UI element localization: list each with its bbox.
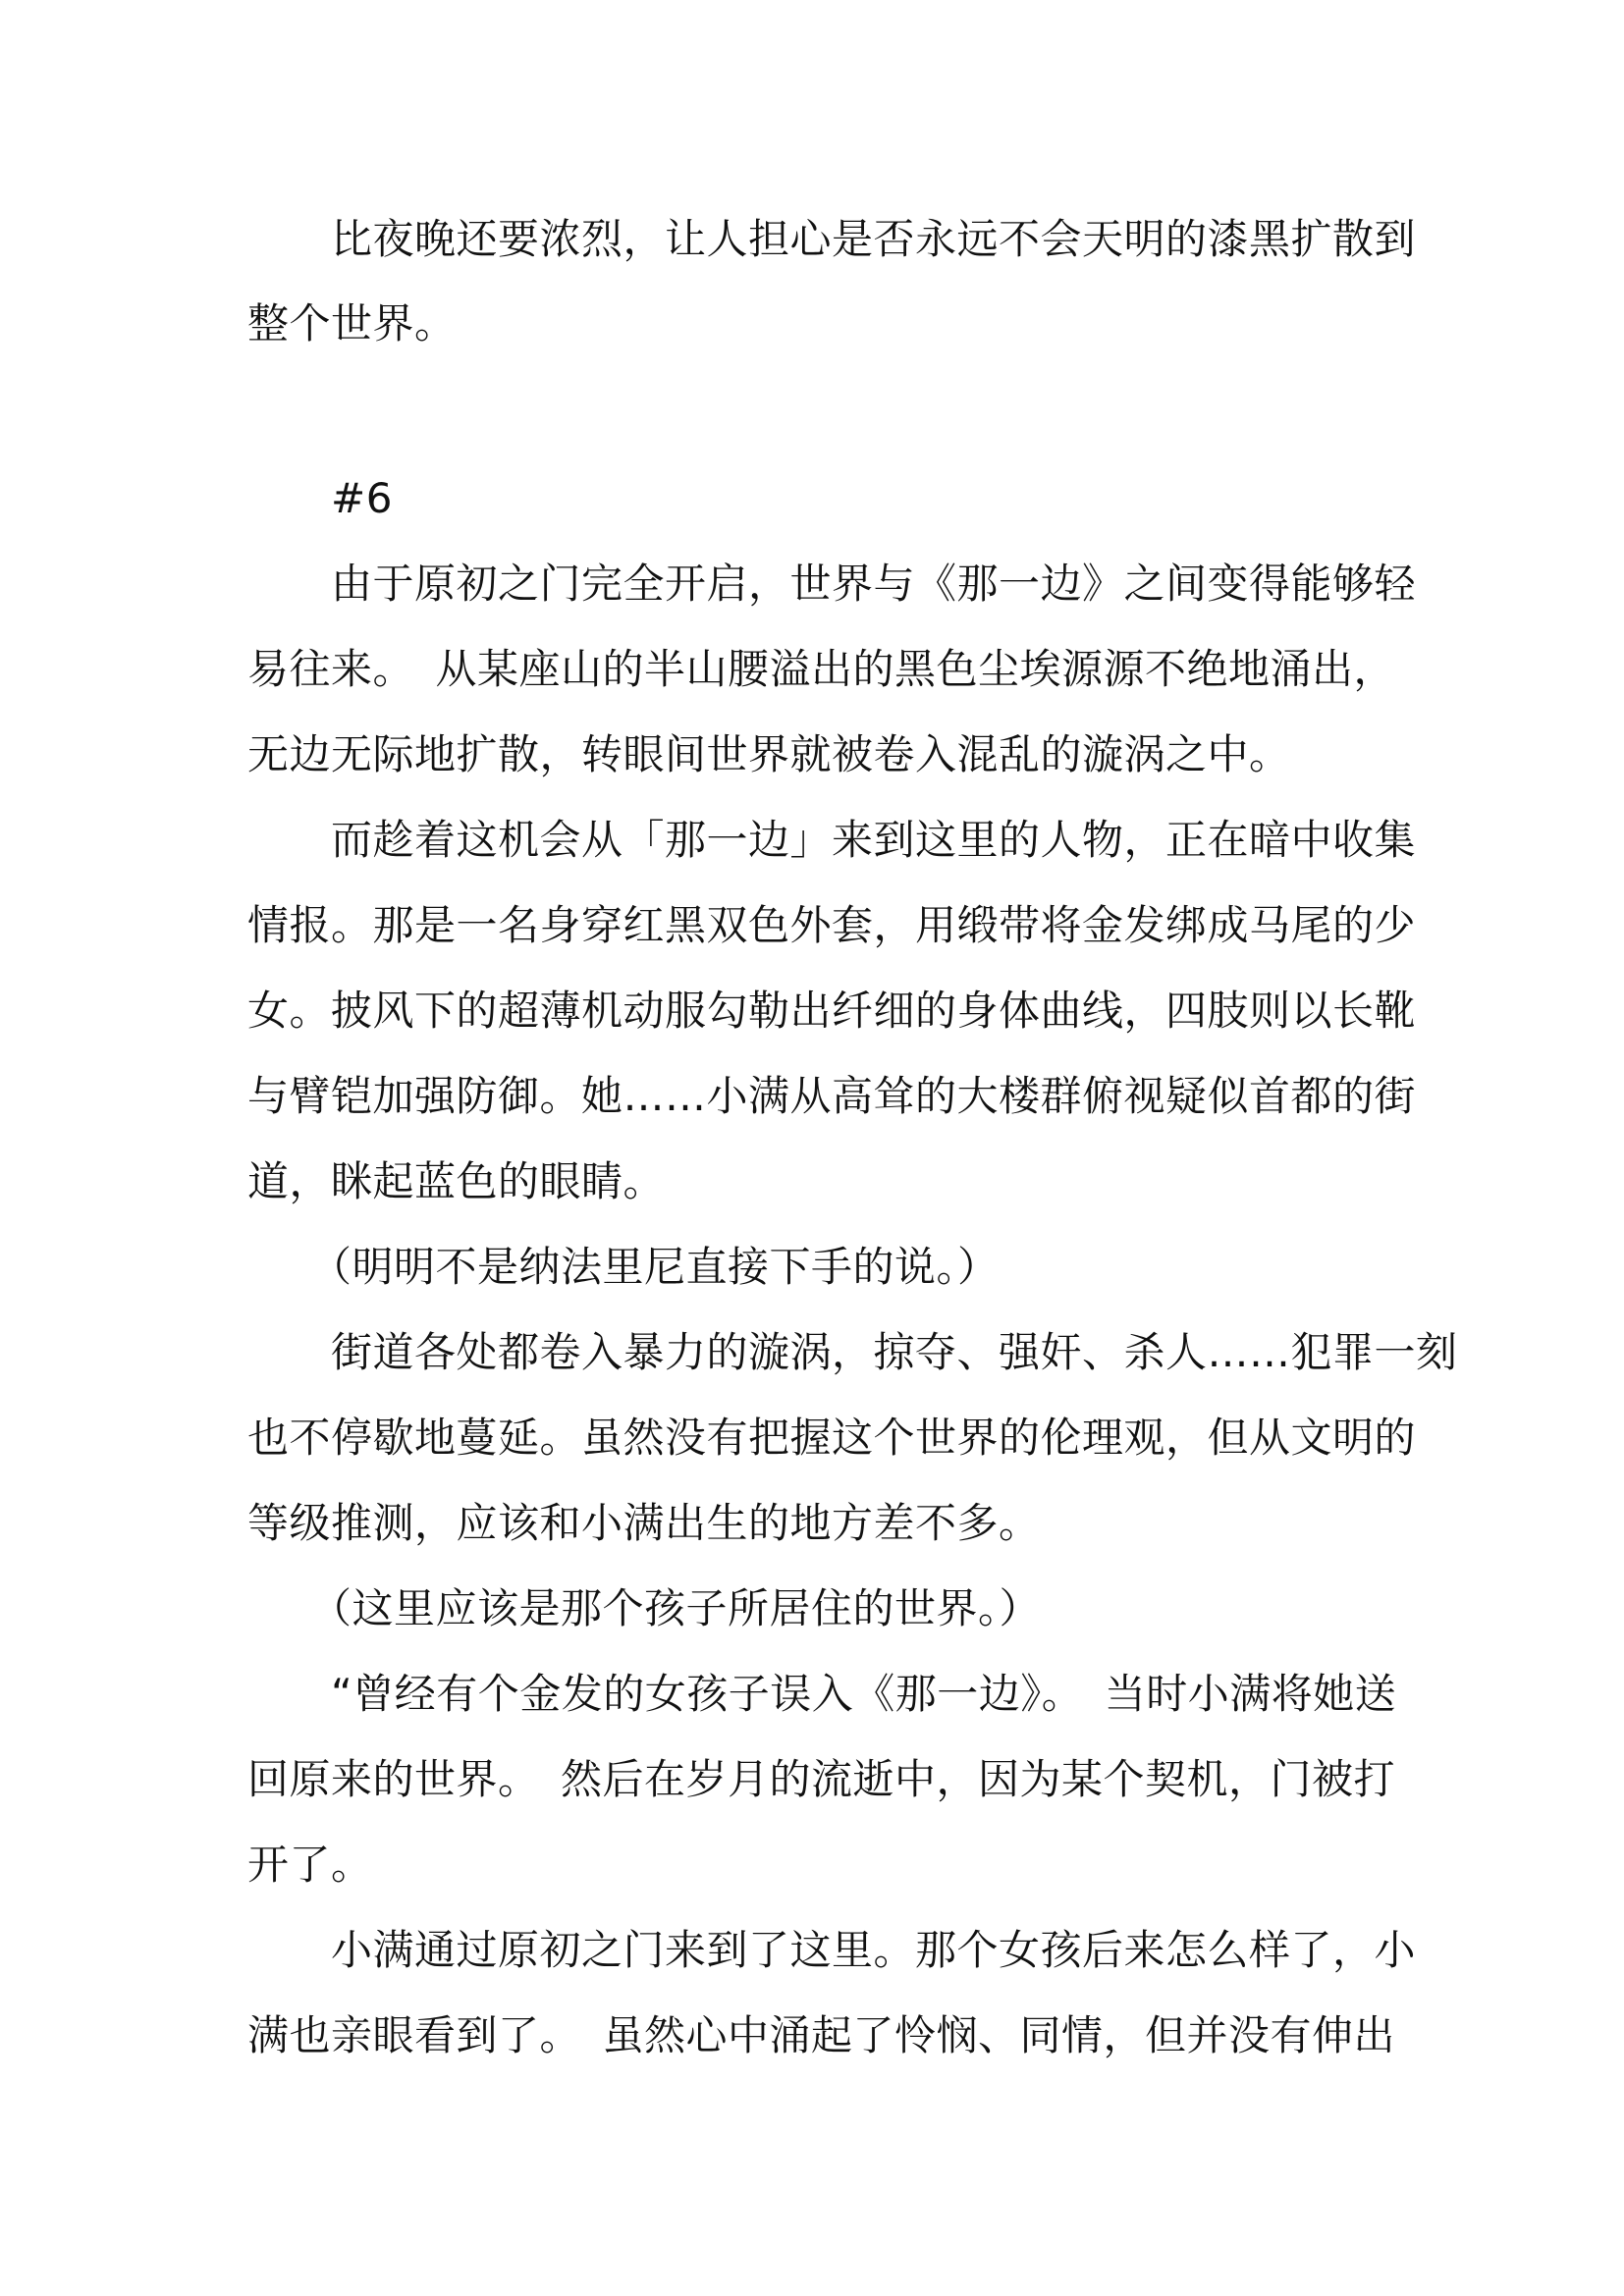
text-line: 也不停歇地蔓延。虽然没有把握这个世界的伦理观，但从文明的 xyxy=(247,1414,1417,1462)
text-line: “曾经有个金发的女孩子误入《那一边》。 当时小满将她送 xyxy=(247,1670,1397,1718)
text-line: 开了。 xyxy=(247,1841,373,1889)
text-line: （这里应该是那个孩子所居住的世界。） xyxy=(247,1584,1042,1632)
text-line: 而趁着这机会从「那一边」来到这里的人物，正在暗中收集 xyxy=(247,816,1417,864)
section-heading: #6 xyxy=(247,474,393,522)
text-line: 无边无际地扩散，转眼间世界就被卷入混乱的漩涡之中。 xyxy=(247,730,1291,778)
text-line: 小满通过原初之门来到了这里。那个女孩后来怎么样了，小 xyxy=(247,1926,1417,1974)
text-line: 等级推测，应该和小满出生的地方差不多。 xyxy=(247,1499,1041,1547)
text-line: 情报。那是一名身穿红黑双色外套，用缎带将金发绑成马尾的少 xyxy=(247,901,1417,949)
text-line: 满也亲眼看到了。 虽然心中涌起了怜悯、同情，但并没有伸出 xyxy=(247,2011,1396,2059)
text-line: 由于原初之门完全开启，世界与《那一边》之间变得能够轻 xyxy=(247,560,1417,608)
text-line: 与臂铠加强防御。她……小满从高耸的大楼群俯视疑似首都的街 xyxy=(247,1072,1417,1120)
text-line: （明明不是纳法里尼直接下手的说。） xyxy=(247,1243,1000,1291)
text-line: 道，眯起蓝色的眼睛。 xyxy=(247,1157,666,1205)
text-line: 女。披风下的超薄机动服勾勒出纤细的身体曲线，四肢则以长靴 xyxy=(247,987,1417,1035)
text-line: 回原来的世界。 然后在岁月的流逝中，因为某个契机，门被打 xyxy=(247,1755,1396,1803)
text-line: 街道各处都卷入暴力的漩涡，掠夺、强奸、杀人……犯罪一刻 xyxy=(247,1328,1458,1376)
text-line: 整个世界。 xyxy=(247,299,457,347)
text-line: 易往来。 从某座山的半山腰溢出的黑色尘埃源源不绝地涌出， xyxy=(247,645,1396,693)
text-line: 比夜晚还要浓烈，让人担心是否永远不会天明的漆黑扩散到 xyxy=(247,215,1417,263)
